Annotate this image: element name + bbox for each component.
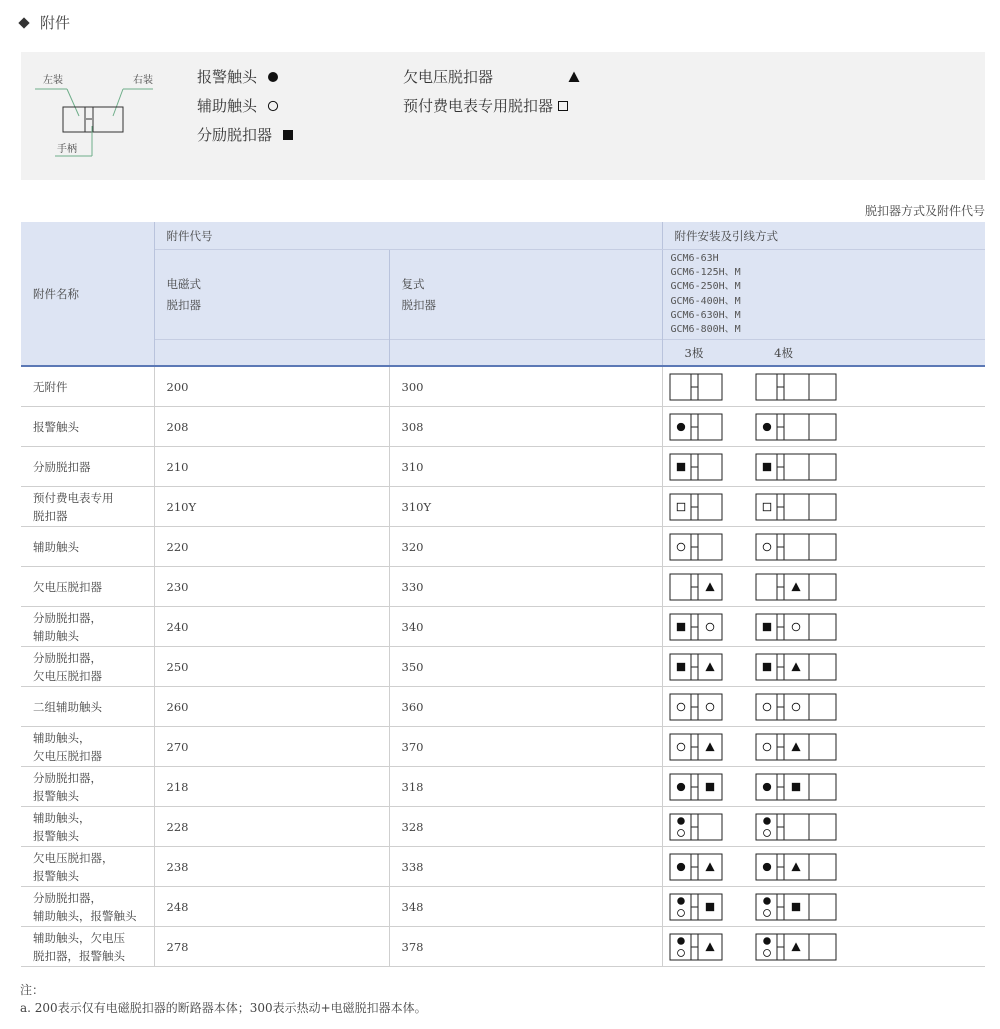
header-compound-line2: 脱扣器 <box>401 297 436 312</box>
header-pole-3: 3极 <box>684 345 704 360</box>
table-row <box>21 647 985 687</box>
filled-circle-mark <box>677 817 685 825</box>
hollow-circle-mark <box>763 949 770 956</box>
header-row-3 <box>21 340 985 367</box>
filled-square-mark <box>705 782 713 790</box>
table-row <box>21 847 985 887</box>
accessory-name-cell <box>21 366 154 407</box>
filled-circle-mark <box>676 862 684 870</box>
breaker-4pole-diagram <box>755 653 837 681</box>
diagram-pair <box>663 933 986 961</box>
header-row-1 <box>21 222 985 250</box>
breaker-3pole-diagram <box>669 933 723 961</box>
install-diagram-cell <box>662 927 985 967</box>
accessory-name-cell <box>21 687 154 727</box>
hollow-square-icon <box>557 100 569 112</box>
accessory-name-cell <box>21 767 154 807</box>
filled-triangle-mark <box>791 942 800 951</box>
table-caption: 脱扣器方式及附件代号 <box>864 204 985 218</box>
breaker-4pole-diagram <box>755 613 837 641</box>
hollow-circle-mark <box>763 743 771 751</box>
accessory-name-cell <box>21 847 154 887</box>
breaker-3pole-diagram <box>669 893 723 921</box>
left-mount-label: 左装 <box>43 75 63 86</box>
filled-triangle-mark <box>705 862 714 871</box>
filled-circle-mark <box>763 817 771 825</box>
filled-triangle-mark <box>705 582 714 591</box>
filled-square-mark <box>791 902 799 910</box>
header-pole-4: 4极 <box>774 345 793 360</box>
legend-item <box>197 124 294 145</box>
legend-item <box>197 66 279 87</box>
header-models <box>662 250 985 340</box>
table-row <box>21 567 985 607</box>
legend-label: 欠电压脱扣器 <box>403 68 494 86</box>
hollow-circle-mark <box>677 743 685 751</box>
model-line: GCM6-400H、M <box>670 295 741 307</box>
filled-circle-mark <box>676 422 684 430</box>
accessory-name-line: 辅助触头 <box>33 539 79 554</box>
accessory-name-cell <box>21 727 154 767</box>
em-code-cell: 270 <box>154 727 389 767</box>
compound-code-cell: 318 <box>389 767 662 807</box>
em-code-cell: 248 <box>154 887 389 927</box>
hollow-circle-mark <box>677 829 684 836</box>
diagram-pair <box>663 493 986 521</box>
install-diagram-cell <box>662 727 985 767</box>
compound-code-cell: 308 <box>389 407 662 447</box>
breaker-3pole-diagram <box>669 693 723 721</box>
filled-circle-mark <box>762 782 770 790</box>
breaker-mount-diagram <box>33 66 173 176</box>
accessory-name-line: 分励脱扣器， <box>33 650 102 665</box>
hollow-circle-mark <box>792 703 800 711</box>
hollow-circle-mark <box>706 703 714 711</box>
breaker-3pole-diagram <box>669 493 723 521</box>
hollow-circle-mark <box>706 623 714 631</box>
handle-label: 手柄 <box>57 144 77 155</box>
breaker-4pole-diagram <box>755 453 837 481</box>
legend-item <box>403 95 569 116</box>
hollow-square-mark <box>677 503 685 511</box>
hollow-circle-mark <box>763 909 770 916</box>
filled-triangle-mark <box>791 742 800 751</box>
breaker-3pole-diagram <box>669 453 723 481</box>
accessory-name-cell <box>21 447 154 487</box>
filled-circle-mark <box>676 782 684 790</box>
filled-triangle-mark <box>705 662 714 671</box>
breaker-3pole-diagram <box>669 773 723 801</box>
accessory-name-cell <box>21 407 154 447</box>
filled-triangle-mark <box>705 942 714 951</box>
em-code-cell: 240 <box>154 607 389 647</box>
compound-code-cell: 330 <box>389 567 662 607</box>
diagram-pair <box>663 413 986 441</box>
compound-code-cell: 320 <box>389 527 662 567</box>
hollow-square-mark <box>763 503 771 511</box>
accessory-name-line: 报警触头 <box>33 828 79 843</box>
em-code-cell: 210Y <box>154 487 389 527</box>
diagram-pair <box>663 653 986 681</box>
accessory-code-table <box>21 222 985 967</box>
install-diagram-cell <box>662 807 985 847</box>
breaker-4pole-diagram <box>755 413 837 441</box>
hollow-circle-mark <box>763 829 770 836</box>
accessory-name-line: 分励脱扣器 <box>33 459 91 474</box>
section-title <box>20 12 70 33</box>
accessory-name-cell <box>21 487 154 527</box>
hollow-circle-mark <box>763 543 771 551</box>
filled-square-mark <box>676 662 684 670</box>
compound-code-cell: 328 <box>389 807 662 847</box>
em-code-cell: 208 <box>154 407 389 447</box>
accessory-name-cell <box>21 567 154 607</box>
filled-square-mark <box>705 902 713 910</box>
table-row <box>21 527 985 567</box>
filled-triangle-mark <box>791 582 800 591</box>
table-row <box>21 807 985 847</box>
header-compound <box>389 250 662 340</box>
compound-code-cell: 378 <box>389 927 662 967</box>
compound-code-cell: 310 <box>389 447 662 487</box>
install-diagram-cell <box>662 887 985 927</box>
install-diagram-cell <box>662 407 985 447</box>
legend-item <box>197 95 279 116</box>
breaker-3pole-diagram <box>669 413 723 441</box>
table-row <box>21 727 985 767</box>
header-electromagnetic-line2: 脱扣器 <box>166 297 201 312</box>
install-diagram-cell <box>662 687 985 727</box>
accessory-name-line: 报警触头 <box>33 868 79 883</box>
accessory-name-line: 脱扣器 <box>33 508 68 523</box>
breaker-4pole-diagram <box>755 373 837 401</box>
accessory-name-line: 辅助触头 <box>33 628 79 643</box>
accessory-name-line: 欠电压脱扣器 <box>33 748 102 763</box>
compound-code-cell: 340 <box>389 607 662 647</box>
diagram-pair <box>663 693 986 721</box>
diagram-pair <box>663 733 986 761</box>
model-line: GCM6-630H、M <box>670 309 741 321</box>
model-line: GCM6-63H <box>670 252 719 264</box>
hollow-circle-mark <box>677 909 684 916</box>
header-electromagnetic-line1: 电磁式 <box>166 276 201 291</box>
notes-line-a: a. 200表示仅有电磁脱扣器的断路器本体；300表示热动+电磁脱扣器本体。 <box>20 1001 427 1015</box>
diagram-pair <box>663 773 986 801</box>
header-empty-em <box>154 340 389 367</box>
diagram-pair <box>663 533 986 561</box>
accessory-name-cell <box>21 927 154 967</box>
filled-circle-mark <box>762 862 770 870</box>
accessory-name-line: 欠电压脱扣器 <box>33 668 102 683</box>
diagram-pair <box>663 373 986 401</box>
legend-label: 报警触头 <box>197 68 258 86</box>
right-mount-label: 右装 <box>133 75 153 86</box>
accessory-name-line: 分励脱扣器， <box>33 610 102 625</box>
breaker-3pole-diagram <box>669 853 723 881</box>
accessory-name-cell <box>21 527 154 567</box>
header-row-2 <box>21 250 985 340</box>
filled-square-mark <box>676 622 684 630</box>
table-row <box>21 366 985 407</box>
header-accessory-name: 附件名称 <box>21 222 154 366</box>
filled-square-mark <box>791 782 799 790</box>
filled-circle-mark <box>762 422 770 430</box>
em-code-cell: 260 <box>154 687 389 727</box>
filled-circle-icon <box>267 71 279 83</box>
breaker-4pole-diagram <box>755 573 837 601</box>
model-line: GCM6-125H、M <box>670 267 741 279</box>
filled-circle-mark <box>677 937 685 945</box>
diagram-pair <box>663 853 986 881</box>
compound-code-cell: 350 <box>389 647 662 687</box>
install-diagram-cell <box>662 607 985 647</box>
accessory-name-line: 辅助触头，报警触头 <box>33 908 137 923</box>
diagram-pair <box>663 813 986 841</box>
notes <box>20 981 427 1017</box>
model-line: GCM6-800H、M <box>670 323 741 335</box>
compound-code-cell: 310Y <box>389 487 662 527</box>
em-code-cell: 218 <box>154 767 389 807</box>
hollow-circle-icon <box>267 100 279 112</box>
install-diagram-cell <box>662 767 985 807</box>
accessory-name-line: 辅助触头，欠电压 <box>33 930 125 945</box>
header-electromagnetic <box>154 250 389 340</box>
header-empty-cp <box>389 340 662 367</box>
hollow-circle-mark <box>677 703 685 711</box>
breaker-3pole-diagram <box>669 533 723 561</box>
section-title-text: 附件 <box>40 14 71 32</box>
table-row <box>21 487 985 527</box>
breaker-4pole-diagram <box>755 733 837 761</box>
breaker-4pole-diagram <box>755 493 837 521</box>
header-compound-line1: 复式 <box>401 276 425 291</box>
diagram-pair <box>663 453 986 481</box>
breaker-3pole-diagram <box>669 573 723 601</box>
notes-title: 注： <box>20 983 45 997</box>
breaker-4pole-diagram <box>755 893 837 921</box>
table-row <box>21 767 985 807</box>
breaker-3pole-diagram <box>669 733 723 761</box>
install-diagram-cell <box>662 447 985 487</box>
install-diagram-cell <box>662 487 985 527</box>
legend-label: 辅助触头 <box>197 97 258 115</box>
filled-triangle-icon <box>568 71 580 83</box>
hollow-circle-mark <box>792 623 800 631</box>
install-diagram-cell <box>662 847 985 887</box>
header-install-method: 附件安装及引线方式 <box>662 222 985 250</box>
hollow-circle-mark <box>763 703 771 711</box>
em-code-cell: 228 <box>154 807 389 847</box>
table-row <box>21 607 985 647</box>
install-diagram-cell <box>662 647 985 687</box>
diamond-bullet-icon <box>18 17 29 28</box>
legend-label: 分励脱扣器 <box>197 126 273 144</box>
hollow-circle-mark <box>677 543 685 551</box>
breaker-3pole-diagram <box>669 813 723 841</box>
filled-triangle-mark <box>791 862 800 871</box>
compound-code-cell: 360 <box>389 687 662 727</box>
header-accessory-code: 附件代号 <box>154 222 662 250</box>
em-code-cell: 230 <box>154 567 389 607</box>
breaker-4pole-diagram <box>755 773 837 801</box>
install-diagram-cell <box>662 366 985 407</box>
accessory-name-line: 分励脱扣器， <box>33 770 102 785</box>
accessory-name-line: 预付费电表专用 <box>33 490 114 505</box>
accessory-name-cell <box>21 887 154 927</box>
em-code-cell: 278 <box>154 927 389 967</box>
filled-triangle-mark <box>791 662 800 671</box>
em-code-cell: 220 <box>154 527 389 567</box>
install-diagram-cell <box>662 527 985 567</box>
accessory-name-cell <box>21 647 154 687</box>
breaker-4pole-diagram <box>755 533 837 561</box>
table-row <box>21 887 985 927</box>
em-code-cell: 210 <box>154 447 389 487</box>
install-diagram-cell <box>662 567 985 607</box>
compound-code-cell: 370 <box>389 727 662 767</box>
accessory-name-line: 欠电压脱扣器 <box>33 579 102 594</box>
legend-item <box>403 66 580 87</box>
diagram-pair <box>663 893 986 921</box>
accessory-name-cell <box>21 607 154 647</box>
breaker-3pole-diagram <box>669 653 723 681</box>
diagram-pair <box>663 613 986 641</box>
filled-circle-mark <box>763 897 771 905</box>
accessory-name-line: 辅助触头， <box>33 810 91 825</box>
legend-panel <box>21 52 985 180</box>
breaker-4pole-diagram <box>755 813 837 841</box>
breaker-3pole-diagram <box>669 613 723 641</box>
em-code-cell: 200 <box>154 366 389 407</box>
breaker-4pole-diagram <box>755 853 837 881</box>
filled-square-icon <box>282 129 294 141</box>
accessory-name-line: 分励脱扣器， <box>33 890 102 905</box>
accessory-name-line: 欠电压脱扣器， <box>33 850 114 865</box>
accessory-name-line: 无附件 <box>33 379 68 394</box>
filled-square-mark <box>676 462 684 470</box>
filled-circle-mark <box>677 897 685 905</box>
accessory-name-line: 脱扣器，报警触头 <box>33 948 125 963</box>
accessory-name-cell <box>21 807 154 847</box>
header-poles <box>662 340 985 367</box>
compound-code-cell: 338 <box>389 847 662 887</box>
hollow-circle-mark <box>677 949 684 956</box>
compound-code-cell: 348 <box>389 887 662 927</box>
filled-circle-mark <box>763 937 771 945</box>
accessory-name-line: 报警触头 <box>33 419 79 434</box>
compound-code-cell: 300 <box>389 366 662 407</box>
breaker-3pole-diagram <box>669 373 723 401</box>
filled-square-mark <box>762 622 770 630</box>
filled-square-mark <box>762 662 770 670</box>
filled-triangle-mark <box>705 742 714 751</box>
accessory-name-line: 报警触头 <box>33 788 79 803</box>
em-code-cell: 250 <box>154 647 389 687</box>
legend-label: 预付费电表专用脱扣器 <box>403 97 554 115</box>
accessory-name-line: 二组辅助触头 <box>33 699 102 714</box>
breaker-4pole-diagram <box>755 933 837 961</box>
table-row <box>21 927 985 967</box>
diagram-pair <box>663 573 986 601</box>
table-row <box>21 447 985 487</box>
table-row <box>21 687 985 727</box>
breaker-4pole-diagram <box>755 693 837 721</box>
accessory-name-line: 辅助触头， <box>33 730 91 745</box>
table-row <box>21 407 985 447</box>
model-line: GCM6-250H、M <box>670 281 741 293</box>
em-code-cell: 238 <box>154 847 389 887</box>
filled-square-mark <box>762 462 770 470</box>
